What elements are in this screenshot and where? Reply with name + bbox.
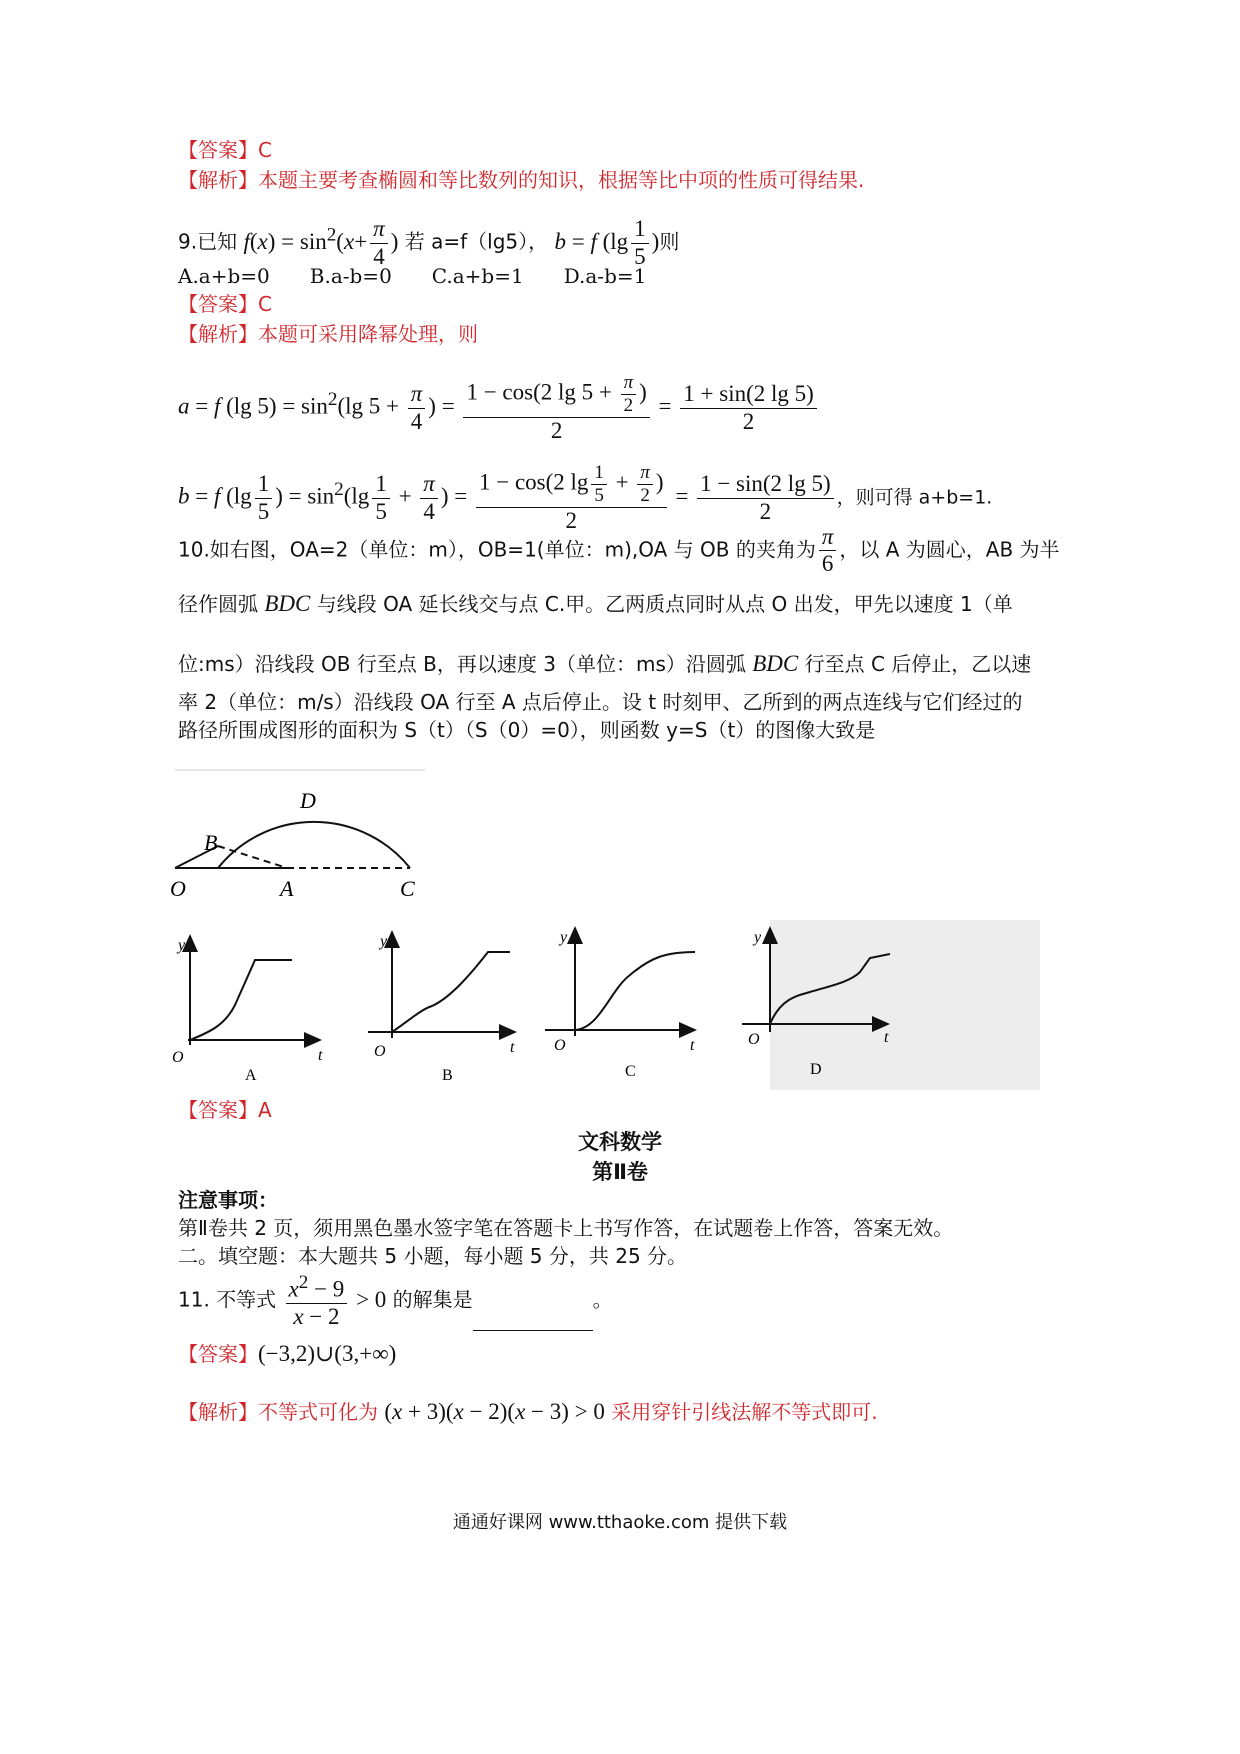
section-title: 文科数学 <box>578 1130 662 1154</box>
q10-graphs <box>170 920 1050 1100</box>
svg-text:O: O <box>172 1049 184 1066</box>
graph-b <box>368 932 515 1084</box>
svg-text:y: y <box>178 937 186 954</box>
notice-title: 注意事项： <box>178 1188 278 1212</box>
graph-d <box>742 920 1040 1090</box>
svg-text:t: t <box>510 1039 515 1056</box>
q11-stem: 11. 不等式 $\frac{x^2 - 9}{x - 2}$ > 0 的解集是 。 <box>178 1272 613 1330</box>
q9-answer: 【答案】C <box>178 292 272 316</box>
q10-line5: 路径所围成图形的面积为 S（t）（S（0）=0），则函数 y=S（t）的图像大致是 <box>178 718 876 742</box>
notice-text: 第Ⅱ卷共 2 页，须用黑色墨水签字笔在答题卡上书写作答，在试题卷上作答，答案无效。 <box>178 1216 954 1240</box>
footer: 通通好课网 www.tthaoke.com 提供下载 <box>452 1512 788 1533</box>
svg-text:O: O <box>748 1031 760 1048</box>
label-b: B <box>204 830 218 855</box>
label-o: O <box>170 876 186 901</box>
svg-text:t: t <box>690 1037 695 1054</box>
q8-analysis: 【解析】本题主要考查椭圆和等比数列的知识，根据等比中项的性质可得结果. <box>178 168 865 192</box>
q8-answer: 【答案】C <box>178 138 272 162</box>
arc-bdc <box>218 822 410 868</box>
svg-text:y: y <box>380 933 388 950</box>
section-subtitle: 第Ⅱ卷 <box>592 1160 648 1184</box>
q10-line2: 径作圆弧 BDC 与线段 OA 延长线交与点 C.甲。乙两质点同时从点 O 出发，甲先以速度 1（单 <box>178 591 1013 616</box>
svg-text:t: t <box>318 1047 323 1064</box>
svg-text:t: t <box>884 1029 889 1046</box>
q9-stem: 9.已知 $f(x) = \sin^2(x+$ $\frac{\pi}{4}$ ) 若 a=f（lg5）， b = f (lg $\frac{1}{5}$ )则 <box>178 216 680 269</box>
formula-b: b = f (lg $\frac{1}{5}$ ) = $\sin^2(\lg$ $\frac{1}{5}$ + $\frac{\pi}{4}$ ) = 1 − cos(2 lg $\frac{1}{5}$ + $\frac{\pi}{2}$ ) 2 = $\frac{1 - \sin(2 \lg 5)}{2}$ ，则可得 a+b=1. <box>178 462 993 533</box>
svg-text:y: y <box>754 929 762 946</box>
svg-text:O: O <box>374 1043 386 1060</box>
graph-a <box>172 936 323 1084</box>
q10-line4: 率 2（单位：m/s）沿线段 OA 行至 A 点后停止。设 t 时刻甲、乙所到的两点连线与它们经过的 <box>178 690 1023 714</box>
q11-answer: 【答案】(−3,2)∪(3,+∞) <box>178 1341 397 1366</box>
svg-text:C: C <box>625 1063 636 1080</box>
formula-a: a = f (lg $5) = \sin^2(\lg$ 5 + $\frac{\pi}{4}$ ) = 1 − cos(2 lg 5 + $\frac{\pi}{2}$ ) 2 = $\frac{1 + \sin(2 \lg 5)}{2}$ <box>178 370 820 444</box>
part-two-heading: 二。填空题：本大题共 5 小题，每小题 5 分，共 25 分。 <box>178 1244 688 1268</box>
q10-line3: 位:ms）沿线段 OB 行至点 B，再以速度 3（单位：ms）沿圆弧 BDC 行至点 C 后停止，乙以速 <box>178 651 1032 676</box>
label-d: D <box>300 788 316 813</box>
graph-c <box>545 928 695 1080</box>
svg-text:B: B <box>442 1067 453 1084</box>
q10-answer: 【答案】A <box>178 1098 272 1122</box>
label-a: A <box>280 876 294 901</box>
svg-text:A: A <box>245 1067 257 1084</box>
q10-figure <box>170 760 430 910</box>
svg-text:D: D <box>810 1061 822 1078</box>
svg-text:y: y <box>560 929 568 946</box>
answer-blank <box>473 1310 593 1331</box>
q11-analysis: 【解析】不等式可化为 (x + 3)(x − 2)(x − 3) > 0 采用穿针引线法解不等式即可. <box>178 1399 878 1424</box>
q9-analysis: 【解析】本题可采用降幂处理，则 <box>178 322 478 346</box>
label-c: C <box>400 876 415 901</box>
q10-line1: 10.如右图，OA=2（单位：m），OB=1(单位：m),OA 与 OB 的夹角为 $\frac{\pi}{6}$ ，以 A 为圆心，AB 为半 <box>178 524 1060 577</box>
q9-options: A.a+b=0 B.a-b=0 C.a+b=1 D.a-b=1 <box>178 264 647 288</box>
svg-text:O: O <box>554 1037 566 1054</box>
